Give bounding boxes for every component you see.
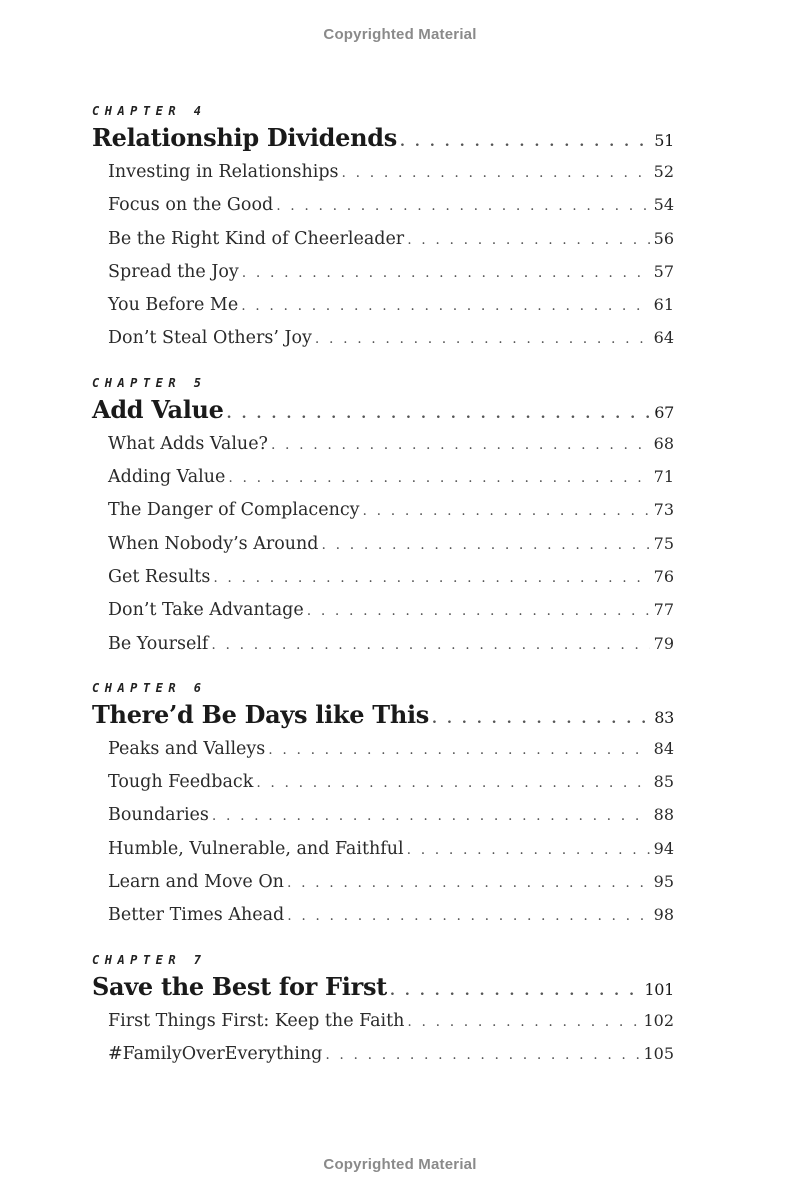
- section-entry[interactable]: [92, 527, 674, 560]
- section-entry[interactable]: [92, 155, 674, 188]
- dot-leader: [271, 429, 650, 462]
- dot-leader: [307, 595, 650, 628]
- page-number: 56: [653, 228, 674, 248]
- chapter-5: [92, 373, 674, 660]
- copyright-watermark-bottom: Copyrighted Material: [323, 1156, 477, 1173]
- page-number: 84: [653, 738, 674, 758]
- page-number: 79: [653, 633, 674, 653]
- section-title: Get Results: [108, 566, 211, 587]
- page-number: 61: [653, 295, 674, 315]
- page-number: 88: [653, 805, 674, 825]
- dot-leader: [400, 125, 650, 159]
- section-title: Better Times Ahead: [108, 905, 285, 926]
- section-title: Be the Right Kind of Cheerleader: [108, 228, 405, 249]
- dot-leader: [276, 190, 649, 223]
- dot-leader: [407, 224, 649, 257]
- section-entry[interactable]: [92, 493, 674, 526]
- section-title: Tough Feedback: [108, 772, 254, 793]
- page-number: 54: [653, 195, 674, 215]
- chapter-title: Save the Best for First: [92, 971, 387, 1001]
- page-number: 57: [653, 261, 674, 281]
- chapter-7: [92, 950, 674, 1071]
- section-entry[interactable]: [92, 460, 674, 493]
- dot-leader: [211, 629, 649, 662]
- dot-leader: [363, 495, 650, 528]
- page-number: 71: [653, 467, 674, 487]
- chapter-title-entry[interactable]: [92, 393, 674, 427]
- page-number: 68: [653, 433, 674, 453]
- table-of-contents: [92, 101, 674, 1088]
- chapter-title-entry[interactable]: [92, 698, 674, 732]
- section-title: The Danger of Complacency: [108, 500, 360, 521]
- section-title: Investing in Relationships: [108, 162, 339, 182]
- page-number: 67: [654, 402, 674, 422]
- page-number: 83: [654, 707, 674, 727]
- dot-leader: [342, 157, 650, 190]
- dot-leader: [432, 702, 650, 736]
- section-entry[interactable]: [92, 627, 674, 660]
- page-number: 51: [654, 131, 674, 150]
- page-number: 101: [644, 979, 674, 999]
- section-entry[interactable]: [92, 832, 674, 865]
- section-title: Be Yourself: [108, 633, 209, 654]
- chapter-title-entry[interactable]: [92, 121, 674, 155]
- dot-leader: [268, 734, 649, 767]
- dot-leader: [242, 257, 650, 290]
- dot-leader: [241, 290, 649, 323]
- dot-leader: [227, 397, 651, 431]
- section-entry[interactable]: [92, 288, 674, 321]
- section-title: Don’t Take Advantage: [108, 600, 304, 621]
- section-entry[interactable]: [92, 593, 674, 626]
- chapter-label: CHAPTER 5: [92, 375, 207, 390]
- dot-leader: [390, 974, 640, 1008]
- page-number: 105: [643, 1043, 674, 1063]
- page-number: 73: [653, 500, 674, 520]
- chapter-label: CHAPTER 7: [92, 952, 207, 967]
- section-entry[interactable]: [92, 188, 674, 221]
- page-number: 85: [653, 772, 674, 792]
- section-title: Boundaries: [108, 805, 209, 826]
- page-number: 95: [653, 872, 674, 892]
- dot-leader: [212, 800, 650, 833]
- section-entry[interactable]: [92, 732, 674, 765]
- dot-leader: [287, 867, 650, 900]
- dot-leader: [213, 562, 649, 595]
- section-title: Learn and Move On: [108, 872, 284, 893]
- chapter-title: Add Value: [92, 394, 224, 424]
- page-number: 76: [653, 566, 674, 586]
- chapter-6: [92, 678, 674, 932]
- page-number: 102: [643, 1010, 674, 1030]
- section-entry[interactable]: [92, 560, 674, 593]
- section-title: #FamilyOverEverything: [108, 1043, 323, 1064]
- section-title: Spread the Joy: [108, 261, 239, 282]
- dot-leader: [325, 1039, 639, 1072]
- page-number: 94: [653, 838, 674, 858]
- section-entry[interactable]: [92, 765, 674, 798]
- section-title: Focus on the Good: [108, 195, 274, 216]
- dot-leader: [315, 323, 650, 356]
- section-entry[interactable]: [92, 427, 674, 460]
- page-number: 75: [653, 533, 674, 553]
- section-title: Adding Value: [108, 467, 226, 488]
- chapter-4: [92, 101, 674, 355]
- copyright-watermark-top: Copyrighted Material: [323, 26, 477, 43]
- section-title: First Things First: Keep the Faith: [108, 1010, 405, 1031]
- section-entry[interactable]: [92, 898, 674, 931]
- chapter-label: CHAPTER 6: [92, 680, 207, 695]
- dot-leader: [407, 1006, 639, 1039]
- chapter-title: Relationship Dividends: [92, 123, 397, 152]
- page-number: 98: [653, 905, 674, 925]
- section-entry[interactable]: [92, 865, 674, 898]
- dot-leader: [322, 529, 650, 562]
- page-number: 77: [653, 600, 674, 620]
- chapter-title-entry[interactable]: [92, 970, 674, 1004]
- section-entry[interactable]: [92, 798, 674, 831]
- dot-leader: [407, 834, 650, 867]
- page-number: 52: [653, 162, 674, 181]
- section-entry[interactable]: [92, 321, 674, 354]
- section-entry[interactable]: [92, 1004, 674, 1037]
- dot-leader: [228, 462, 649, 495]
- page-number: 64: [653, 328, 674, 348]
- section-title: Peaks and Valleys: [108, 738, 266, 759]
- chapter-title: There’d Be Days like This: [92, 699, 429, 729]
- section-title: When Nobody’s Around: [108, 533, 319, 554]
- section-entry[interactable]: [92, 222, 674, 255]
- dot-leader: [256, 767, 649, 800]
- section-entry[interactable]: [92, 255, 674, 288]
- section-title: Humble, Vulnerable, and Faithful: [108, 838, 404, 859]
- dot-leader: [287, 900, 649, 933]
- chapter-label: CHAPTER 4: [92, 104, 207, 118]
- section-title: Don’t Steal Others’ Joy: [108, 328, 312, 349]
- section-title: You Before Me: [108, 295, 239, 316]
- section-title: What Adds Value?: [108, 433, 268, 454]
- section-entry[interactable]: [92, 1037, 674, 1070]
